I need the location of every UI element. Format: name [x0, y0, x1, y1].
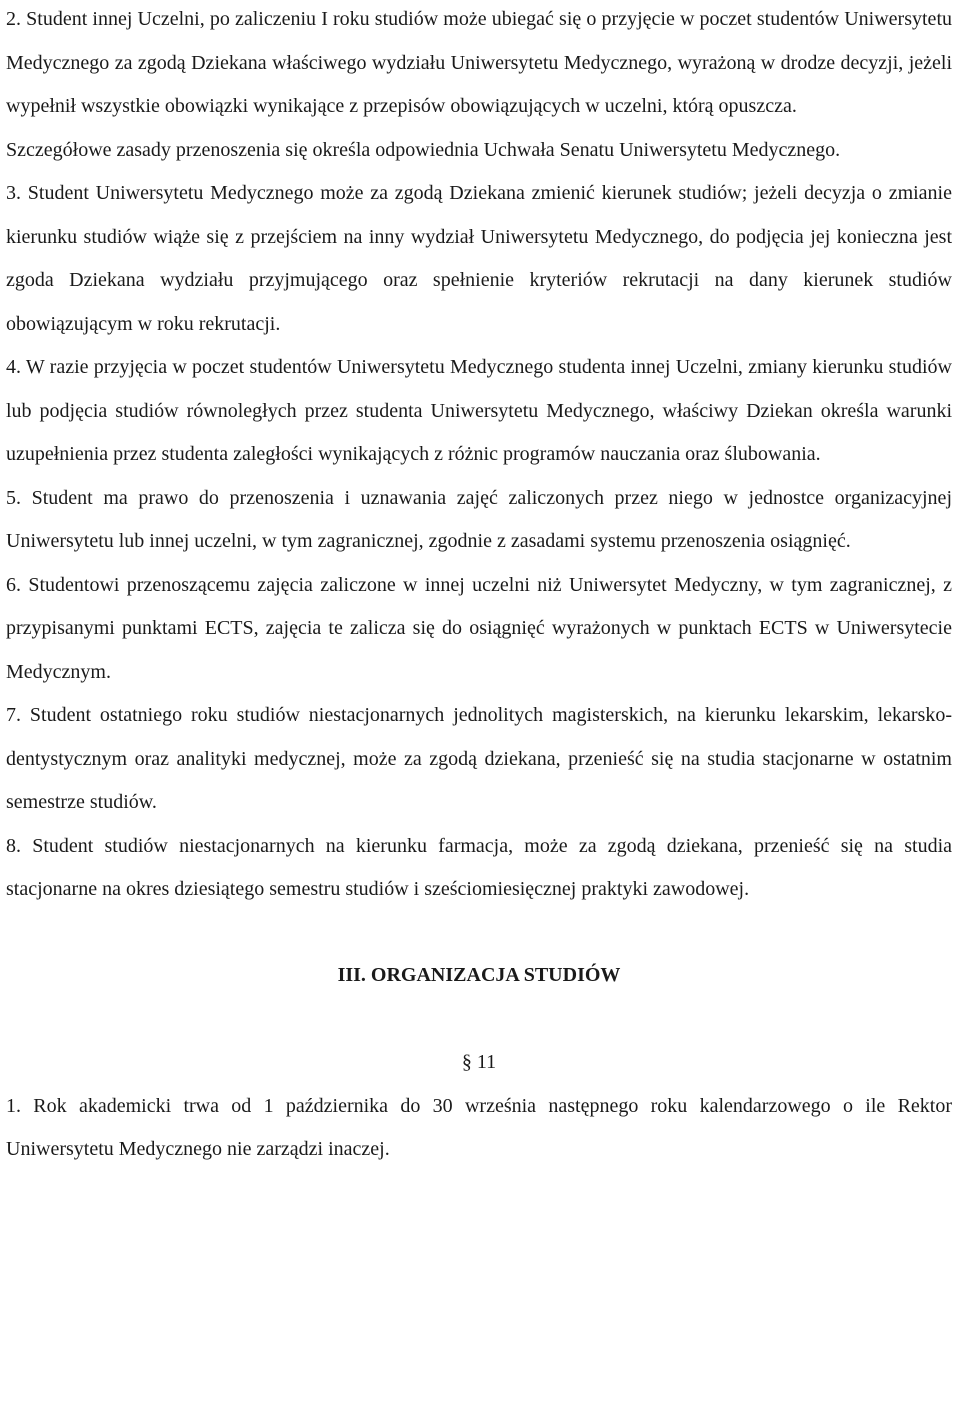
- paragraph-2-details: Szczegółowe zasady przenoszenia się określa odpowiednia Uchwała Senatu Uniwersytetu Medycznego.: [6, 138, 841, 161]
- paragraph-8: 8. Student studiów niestacjonarnych na kierunku farmacja, może za zgodą dziekana, przenieść się na studia stacjonarne na okres dziesiątego semestru studiów i sześciomiesięcznej praktyki zawodowej.: [6, 834, 952, 900]
- paragraph-2: 2. Student innej Uczelni, po zaliczeniu I roku studiów może ubiegać się o przyjęcie w poczet studentów Uniwersytetu Medycznego za zgodą Dziekana właściwego wydziału Uniwersytetu Medycznego, wyrażoną w drodze decyzji, jeżeli wypełnił wszystkie obowiązki wynikające z przepisów obowiązujących w uczelni, którą opuszcza.: [6, 8, 952, 117]
- paragraph-3: 3. Student Uniwersytetu Medycznego może za zgodą Dziekana zmienić kierunek studiów; jeżeli decyzja o zmianie kierunku studiów wiąże się z przejściem na inny wydział Uniwersytetu Medycznego, do podjęcia jej konieczna jest zgoda Dziekana wydziału przyjmującego oraz spełnienie kryteriów rekrutacji na dany kierunek studiów obowiązującym w roku rekrutacji.: [6, 182, 952, 335]
- spacer: [6, 912, 952, 954]
- document-page: [6, 0, 952, 1172]
- paragraph-5: 5. Student ma prawo do przenoszenia i uznawania zajęć zaliczonych przez niego w jednostce organizacyjnej Uniwersytetu lub innej uczelni, w tym zagranicznej, zgodnie z zasadami systemu przenoszenia osiągnięć.: [6, 486, 952, 552]
- section-11-paragraph-1: 1. Rok akademicki trwa od 1 października do 30 września następnego roku kalendarzowego o ile Rektor Uniwersytetu Medycznego nie zarządzi inaczej.: [6, 1094, 952, 1160]
- section-heading: III. ORGANIZACJA STUDIÓW: [337, 963, 621, 986]
- section-sign: § 11: [461, 1051, 497, 1073]
- spacer: [6, 997, 952, 1041]
- paragraph-7: 7. Student ostatniego roku studiów niestacjonarnych jednolitych magisterskich, na kierunku lekarskim, lekarsko-dentystycznym oraz analityki medycznej, może za zgodą dziekana, przenieść się na studia stacjonarne w ostatnim semestrze studiów.: [6, 704, 952, 813]
- paragraph-4: 4. W razie przyjęcia w poczet studentów Uniwersytetu Medycznego studenta innej Uczelni, zmiany kierunku studiów lub podjęcia studiów równoległych przez studenta Uniwersytetu Medycznego, właściwy Dziekan określa warunki uzupełnienia przez studenta zaległości wynikających z różnic programów nauczania oraz ślubowania.: [6, 356, 952, 465]
- paragraph-6: 6. Studentowi przenoszącemu zajęcia zaliczone w innej uczelni niż Uniwersytet Medyczny, w tym zagranicznej, z przypisanymi punktami ECTS, zajęcia te zalicza się do osiągnięć wyrażonych w punktach ECTS w Uniwersytecie Medycznym.: [6, 573, 952, 683]
